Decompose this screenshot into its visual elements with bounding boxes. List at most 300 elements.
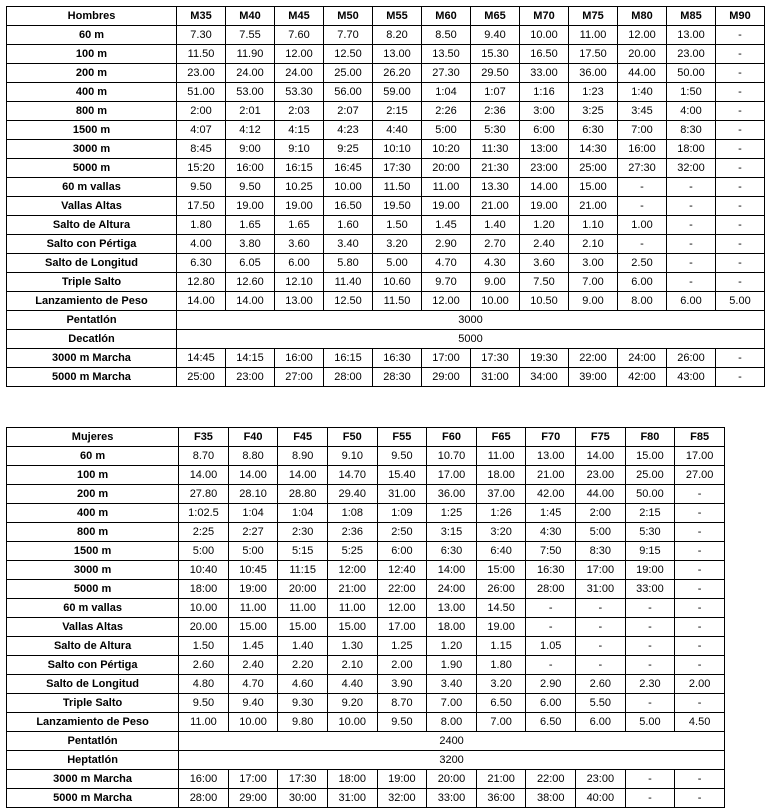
standard-value-cell: 25:00 — [569, 159, 618, 178]
standard-value-cell: - — [675, 656, 725, 675]
standard-value-cell: 9.50 — [177, 178, 226, 197]
standard-value-cell: 28.80 — [278, 485, 328, 504]
standard-value-cell: - — [667, 254, 716, 273]
standard-value-cell: 17.00 — [675, 447, 725, 466]
standard-value-cell: 6.00 — [618, 273, 667, 292]
standard-value-cell: 11.00 — [278, 599, 328, 618]
standard-value-cell: 23.00 — [576, 466, 626, 485]
standard-value-cell: 20.00 — [179, 618, 229, 637]
standard-value-cell: 9:15 — [625, 542, 675, 561]
standard-value-cell: 9.80 — [278, 713, 328, 732]
standard-value-cell: 6:30 — [427, 542, 477, 561]
standard-value-cell: 56.00 — [324, 83, 373, 102]
standard-value-cell: 42:00 — [618, 368, 667, 387]
standard-value-cell: 16.50 — [324, 197, 373, 216]
table-row — [7, 561, 725, 580]
table-row — [7, 732, 725, 751]
standard-value-cell: 13.00 — [667, 26, 716, 45]
standard-value-cell: 8.70 — [377, 694, 427, 713]
standard-value-cell: 2:15 — [373, 102, 422, 121]
standard-value-cell: 9.50 — [377, 713, 427, 732]
standard-value-cell: - — [675, 580, 725, 599]
standard-value-cell: 13.00 — [373, 45, 422, 64]
standard-value-cell: 16.50 — [520, 45, 569, 64]
standard-value-cell: 14:30 — [569, 140, 618, 159]
standard-value-cell: - — [716, 159, 765, 178]
standard-value-cell: 2:00 — [177, 102, 226, 121]
standard-value-cell: 3.40 — [324, 235, 373, 254]
standard-value-cell: 5:30 — [625, 523, 675, 542]
event-label: Vallas Altas — [7, 618, 179, 637]
standard-value-cell: 11.00 — [476, 447, 526, 466]
standard-value-cell: 13.00 — [427, 599, 477, 618]
standard-value-cell: 13.30 — [471, 178, 520, 197]
standard-value-cell: - — [716, 368, 765, 387]
standard-value-cell: 17:00 — [576, 561, 626, 580]
standard-value-cell: 12:00 — [327, 561, 377, 580]
standard-value-cell: - — [625, 618, 675, 637]
standard-value-cell: 17.50 — [177, 197, 226, 216]
table-row — [7, 254, 765, 273]
standard-value-cell: 14:00 — [427, 561, 477, 580]
standard-value-cell: 12.00 — [422, 292, 471, 311]
event-label: Triple Salto — [7, 694, 179, 713]
event-label: 5000 m Marcha — [7, 368, 177, 387]
standard-value-cell: 1.10 — [569, 216, 618, 235]
standard-value-cell: 11.40 — [324, 273, 373, 292]
standard-value-cell: 23.00 — [667, 45, 716, 64]
standard-value-cell: 9:00 — [226, 140, 275, 159]
standard-value-cell: 9.30 — [278, 694, 328, 713]
standard-value-cell: - — [667, 235, 716, 254]
table-row — [7, 637, 725, 656]
standard-value-cell: 32:00 — [377, 789, 427, 808]
event-label: 800 m — [7, 523, 179, 542]
event-label: Lanzamiento de Peso — [7, 713, 179, 732]
standard-value-cell: - — [716, 121, 765, 140]
standard-value-cell: 6:00 — [520, 121, 569, 140]
standard-value-cell: 12.50 — [324, 45, 373, 64]
age-group-header: F45 — [278, 428, 328, 447]
standard-value-cell: 1.00 — [618, 216, 667, 235]
standard-value-cell: 1.65 — [226, 216, 275, 235]
standard-value-cell: 23:00 — [576, 770, 626, 789]
standard-value-cell: - — [625, 637, 675, 656]
standard-value-cell: 42.00 — [526, 485, 576, 504]
age-group-header: F40 — [228, 428, 278, 447]
standard-value-cell: 16:00 — [226, 159, 275, 178]
standard-value-cell: 9.10 — [327, 447, 377, 466]
standard-value-cell: 4.40 — [327, 675, 377, 694]
standard-value-cell: - — [576, 618, 626, 637]
standard-value-cell: 25:00 — [177, 368, 226, 387]
standard-value-cell: 24.00 — [226, 64, 275, 83]
table-row — [7, 216, 765, 235]
standard-value-cell: 10.70 — [427, 447, 477, 466]
standard-value-cell: 3.20 — [476, 675, 526, 694]
standard-value-cell: 3:15 — [427, 523, 477, 542]
standard-value-cell: 8:30 — [576, 542, 626, 561]
event-label: Salto con Pértiga — [7, 656, 179, 675]
standard-value-cell: 33:00 — [625, 580, 675, 599]
standard-value-cell: 8.80 — [228, 447, 278, 466]
standard-value-cell: 27.80 — [179, 485, 229, 504]
standard-value-cell: 28:00 — [179, 789, 229, 808]
standard-value-cell: 3.90 — [377, 675, 427, 694]
standard-value-cell: - — [667, 216, 716, 235]
standard-value-cell: 10.00 — [324, 178, 373, 197]
standard-value-cell: 12.10 — [275, 273, 324, 292]
standard-value-cell: 8.90 — [278, 447, 328, 466]
standard-value-cell: 9.50 — [377, 447, 427, 466]
standard-value-cell: 20.00 — [618, 45, 667, 64]
standard-value-cell: 29.50 — [471, 64, 520, 83]
standard-value-cell: 7.60 — [275, 26, 324, 45]
standard-value-cell: 2.70 — [471, 235, 520, 254]
standard-value-cell: 6.50 — [526, 713, 576, 732]
standard-value-cell: 10.25 — [275, 178, 324, 197]
standard-value-cell: 10.60 — [373, 273, 422, 292]
standard-value-cell: 16:30 — [526, 561, 576, 580]
standard-value-cell: 1.50 — [373, 216, 422, 235]
table-row — [7, 504, 725, 523]
age-group-header: M45 — [275, 7, 324, 26]
standard-value-cell: 3:20 — [476, 523, 526, 542]
standard-value-cell: 11.00 — [179, 713, 229, 732]
standard-value-cell: 15.30 — [471, 45, 520, 64]
standard-value-cell: - — [716, 273, 765, 292]
standard-value-cell: 21.00 — [569, 197, 618, 216]
standard-value-cell: 24:00 — [427, 580, 477, 599]
table-row — [7, 159, 765, 178]
standard-value-cell: 8.20 — [373, 26, 422, 45]
standard-value-cell: 21:00 — [476, 770, 526, 789]
standard-value-cell: 9.70 — [422, 273, 471, 292]
standard-value-cell: 26:00 — [667, 349, 716, 368]
merged-value-cell: 2400 — [179, 732, 725, 751]
standard-value-cell: 20:00 — [427, 770, 477, 789]
standard-value-cell: 2.90 — [526, 675, 576, 694]
standard-value-cell: 28:00 — [526, 580, 576, 599]
table-row — [7, 349, 765, 368]
standard-value-cell: 15.00 — [278, 618, 328, 637]
standard-value-cell: 39:00 — [569, 368, 618, 387]
standard-value-cell: 8:30 — [667, 121, 716, 140]
standard-value-cell: 6.00 — [576, 713, 626, 732]
standard-value-cell: 20:00 — [278, 580, 328, 599]
standard-value-cell: 1.25 — [377, 637, 427, 656]
age-group-header: M70 — [520, 7, 569, 26]
standard-value-cell: 21:30 — [471, 159, 520, 178]
standard-value-cell: 1.90 — [427, 656, 477, 675]
standard-value-cell: 2:36 — [471, 102, 520, 121]
age-group-header: M80 — [618, 7, 667, 26]
event-label: 3000 m Marcha — [7, 770, 179, 789]
standard-value-cell: 16:00 — [618, 140, 667, 159]
standard-value-cell: - — [716, 83, 765, 102]
standard-value-cell: 5.00 — [716, 292, 765, 311]
standard-value-cell: 7.00 — [476, 713, 526, 732]
standard-value-cell: 1.40 — [278, 637, 328, 656]
standard-value-cell: 18.00 — [427, 618, 477, 637]
standard-value-cell: - — [526, 618, 576, 637]
standard-value-cell: 11:30 — [471, 140, 520, 159]
age-group-header: M60 — [422, 7, 471, 26]
standard-value-cell: 2.60 — [576, 675, 626, 694]
standard-value-cell: 8:45 — [177, 140, 226, 159]
standard-value-cell: - — [625, 789, 675, 808]
standard-value-cell: 2:30 — [278, 523, 328, 542]
standard-value-cell: 7:00 — [618, 121, 667, 140]
standard-value-cell: 26:00 — [476, 580, 526, 599]
standard-value-cell: 14.00 — [177, 292, 226, 311]
standard-value-cell: 1.05 — [526, 637, 576, 656]
standard-value-cell: 9:25 — [324, 140, 373, 159]
age-group-header: F65 — [476, 428, 526, 447]
standard-value-cell: 4:15 — [275, 121, 324, 140]
standard-value-cell: - — [526, 599, 576, 618]
standard-value-cell: 16:45 — [324, 159, 373, 178]
table-title-header: Hombres — [7, 7, 177, 26]
standard-value-cell: 1.80 — [476, 656, 526, 675]
standard-value-cell: 13.00 — [526, 447, 576, 466]
standard-value-cell: 5.00 — [625, 713, 675, 732]
age-group-header: F55 — [377, 428, 427, 447]
standard-value-cell: 18.00 — [476, 466, 526, 485]
standard-value-cell: 4.70 — [422, 254, 471, 273]
event-label: Salto de Altura — [7, 216, 177, 235]
standard-value-cell: - — [675, 618, 725, 637]
table-row — [7, 273, 765, 292]
standard-value-cell: 2:25 — [179, 523, 229, 542]
standard-value-cell: 1:26 — [476, 504, 526, 523]
event-label: Lanzamiento de Peso — [7, 292, 177, 311]
standard-value-cell: 8.50 — [422, 26, 471, 45]
standard-value-cell: - — [716, 178, 765, 197]
standard-value-cell: 27:00 — [275, 368, 324, 387]
standard-value-cell: 20:00 — [422, 159, 471, 178]
standard-value-cell: 1.50 — [179, 637, 229, 656]
table-row — [7, 656, 725, 675]
standard-value-cell: 5:30 — [471, 121, 520, 140]
standard-value-cell: 1:40 — [618, 83, 667, 102]
standard-value-cell: 5:25 — [327, 542, 377, 561]
standard-value-cell: 8.00 — [427, 713, 477, 732]
standard-value-cell: 10.00 — [327, 713, 377, 732]
standard-value-cell: 19:00 — [377, 770, 427, 789]
standard-value-cell: 2:26 — [422, 102, 471, 121]
mujeres-table-head — [7, 428, 725, 447]
table-row — [7, 368, 765, 387]
standard-value-cell: 32:00 — [667, 159, 716, 178]
standard-value-cell: 2.00 — [377, 656, 427, 675]
standard-value-cell: 9.20 — [327, 694, 377, 713]
standard-value-cell: 50.00 — [667, 64, 716, 83]
standard-value-cell: 1.20 — [520, 216, 569, 235]
standard-value-cell: 44.00 — [618, 64, 667, 83]
table-row — [7, 485, 725, 504]
standard-value-cell: 13:00 — [520, 140, 569, 159]
age-group-header: F85 — [675, 428, 725, 447]
standard-value-cell: 2.60 — [179, 656, 229, 675]
standard-value-cell: 27.00 — [675, 466, 725, 485]
standard-value-cell: 36.00 — [427, 485, 477, 504]
standard-value-cell: - — [675, 637, 725, 656]
event-label: 3000 m Marcha — [7, 349, 177, 368]
standard-value-cell: 12:40 — [377, 561, 427, 580]
standard-value-cell: 14.50 — [476, 599, 526, 618]
standard-value-cell: 1:08 — [327, 504, 377, 523]
standard-value-cell: 6.00 — [667, 292, 716, 311]
standard-value-cell: 18:00 — [327, 770, 377, 789]
age-group-header: M85 — [667, 7, 716, 26]
hombres-table — [6, 6, 765, 387]
standard-value-cell: 1:23 — [569, 83, 618, 102]
standard-value-cell: 16:15 — [324, 349, 373, 368]
standard-value-cell: - — [675, 485, 725, 504]
standard-value-cell: 2:15 — [625, 504, 675, 523]
standard-value-cell: 4:12 — [226, 121, 275, 140]
standard-value-cell: - — [576, 656, 626, 675]
standard-value-cell: 33:00 — [427, 789, 477, 808]
standard-value-cell: 44.00 — [576, 485, 626, 504]
standard-value-cell: 6:40 — [476, 542, 526, 561]
standard-value-cell: 9.40 — [228, 694, 278, 713]
standard-value-cell: 1:07 — [471, 83, 520, 102]
table-title-header: Mujeres — [7, 428, 179, 447]
standard-value-cell: 16:00 — [275, 349, 324, 368]
standard-value-cell: - — [716, 45, 765, 64]
table-row — [7, 45, 765, 64]
standard-value-cell: - — [675, 770, 725, 789]
event-label: 1500 m — [7, 542, 179, 561]
standard-value-cell: 9.00 — [569, 292, 618, 311]
standard-value-cell: 1:02.5 — [179, 504, 229, 523]
standard-value-cell: 25.00 — [625, 466, 675, 485]
standard-value-cell: 4:23 — [324, 121, 373, 140]
standard-value-cell: - — [618, 197, 667, 216]
standard-value-cell: 14.70 — [327, 466, 377, 485]
standard-value-cell: 14:45 — [177, 349, 226, 368]
standard-value-cell: 19.50 — [373, 197, 422, 216]
event-label: 60 m vallas — [7, 599, 179, 618]
standard-value-cell: 24:00 — [618, 349, 667, 368]
age-group-header: F70 — [526, 428, 576, 447]
standard-value-cell: 17:00 — [422, 349, 471, 368]
standard-value-cell: 10.00 — [228, 713, 278, 732]
standard-value-cell: 59.00 — [373, 83, 422, 102]
standard-value-cell: 23:00 — [226, 368, 275, 387]
standard-value-cell: 11.00 — [422, 178, 471, 197]
standard-value-cell: - — [675, 542, 725, 561]
standard-value-cell: 5:00 — [576, 523, 626, 542]
standard-value-cell: 19.00 — [275, 197, 324, 216]
standard-value-cell: 15:20 — [177, 159, 226, 178]
standard-value-cell: 11.00 — [569, 26, 618, 45]
standard-value-cell: 8.00 — [618, 292, 667, 311]
event-label: 3000 m — [7, 140, 177, 159]
table-spacer — [6, 387, 725, 427]
standard-value-cell: - — [618, 178, 667, 197]
standard-value-cell: 1:25 — [427, 504, 477, 523]
standard-value-cell: 22:00 — [569, 349, 618, 368]
standard-value-cell: 13.00 — [275, 292, 324, 311]
table-row — [7, 770, 725, 789]
standard-value-cell: 6.00 — [526, 694, 576, 713]
standard-value-cell: 15.00 — [625, 447, 675, 466]
standard-value-cell: 4.00 — [177, 235, 226, 254]
standard-value-cell: 8.70 — [179, 447, 229, 466]
mujeres-table — [6, 427, 725, 808]
standard-value-cell: 19.00 — [476, 618, 526, 637]
standard-value-cell: 3.40 — [427, 675, 477, 694]
standard-value-cell: 43:00 — [667, 368, 716, 387]
event-label: 60 m — [7, 26, 177, 45]
table-row — [7, 178, 765, 197]
standard-value-cell: 2.40 — [520, 235, 569, 254]
standard-value-cell: 1.20 — [427, 637, 477, 656]
standard-value-cell: 17.00 — [427, 466, 477, 485]
event-label: 1500 m — [7, 121, 177, 140]
standard-value-cell: 19.00 — [422, 197, 471, 216]
standard-value-cell: 17:30 — [471, 349, 520, 368]
event-label: Salto con Pértiga — [7, 235, 177, 254]
standard-value-cell: 5.80 — [324, 254, 373, 273]
table-row — [7, 580, 725, 599]
standard-value-cell: 16:00 — [179, 770, 229, 789]
standard-value-cell: 10.00 — [520, 26, 569, 45]
age-group-header: F60 — [427, 428, 477, 447]
standard-value-cell: 15:00 — [476, 561, 526, 580]
standard-value-cell: 1.60 — [324, 216, 373, 235]
standard-value-cell: 2.30 — [625, 675, 675, 694]
standard-value-cell: - — [576, 599, 626, 618]
table-row — [7, 675, 725, 694]
table-row — [7, 64, 765, 83]
standard-value-cell: - — [667, 197, 716, 216]
event-label: 400 m — [7, 504, 179, 523]
standard-value-cell: 4:40 — [373, 121, 422, 140]
standard-value-cell: 17:00 — [228, 770, 278, 789]
standard-value-cell: 14.00 — [179, 466, 229, 485]
standard-value-cell: - — [716, 197, 765, 216]
standard-value-cell: 12.00 — [618, 26, 667, 45]
event-label: Pentatlón — [7, 732, 179, 751]
age-group-header: M35 — [177, 7, 226, 26]
standard-value-cell: 9.00 — [471, 273, 520, 292]
standard-value-cell: 24.00 — [275, 64, 324, 83]
standard-value-cell: 15.40 — [377, 466, 427, 485]
standard-value-cell: 1:50 — [667, 83, 716, 102]
standard-value-cell: 40:00 — [576, 789, 626, 808]
merged-value-cell: 5000 — [177, 330, 765, 349]
standard-value-cell: 2.50 — [618, 254, 667, 273]
standard-value-cell: 23:00 — [520, 159, 569, 178]
table-row — [7, 102, 765, 121]
standard-value-cell: 6.00 — [275, 254, 324, 273]
standard-value-cell: 2:07 — [324, 102, 373, 121]
standard-value-cell: 3:25 — [569, 102, 618, 121]
standard-value-cell: 2:00 — [576, 504, 626, 523]
standard-value-cell: 10:20 — [422, 140, 471, 159]
standard-value-cell: 53.00 — [226, 83, 275, 102]
standard-value-cell: 30:00 — [278, 789, 328, 808]
standard-value-cell: 4:07 — [177, 121, 226, 140]
table-header-row — [7, 7, 765, 26]
event-label: Salto de Altura — [7, 637, 179, 656]
standard-value-cell: 1:45 — [526, 504, 576, 523]
standard-value-cell: 1.65 — [275, 216, 324, 235]
